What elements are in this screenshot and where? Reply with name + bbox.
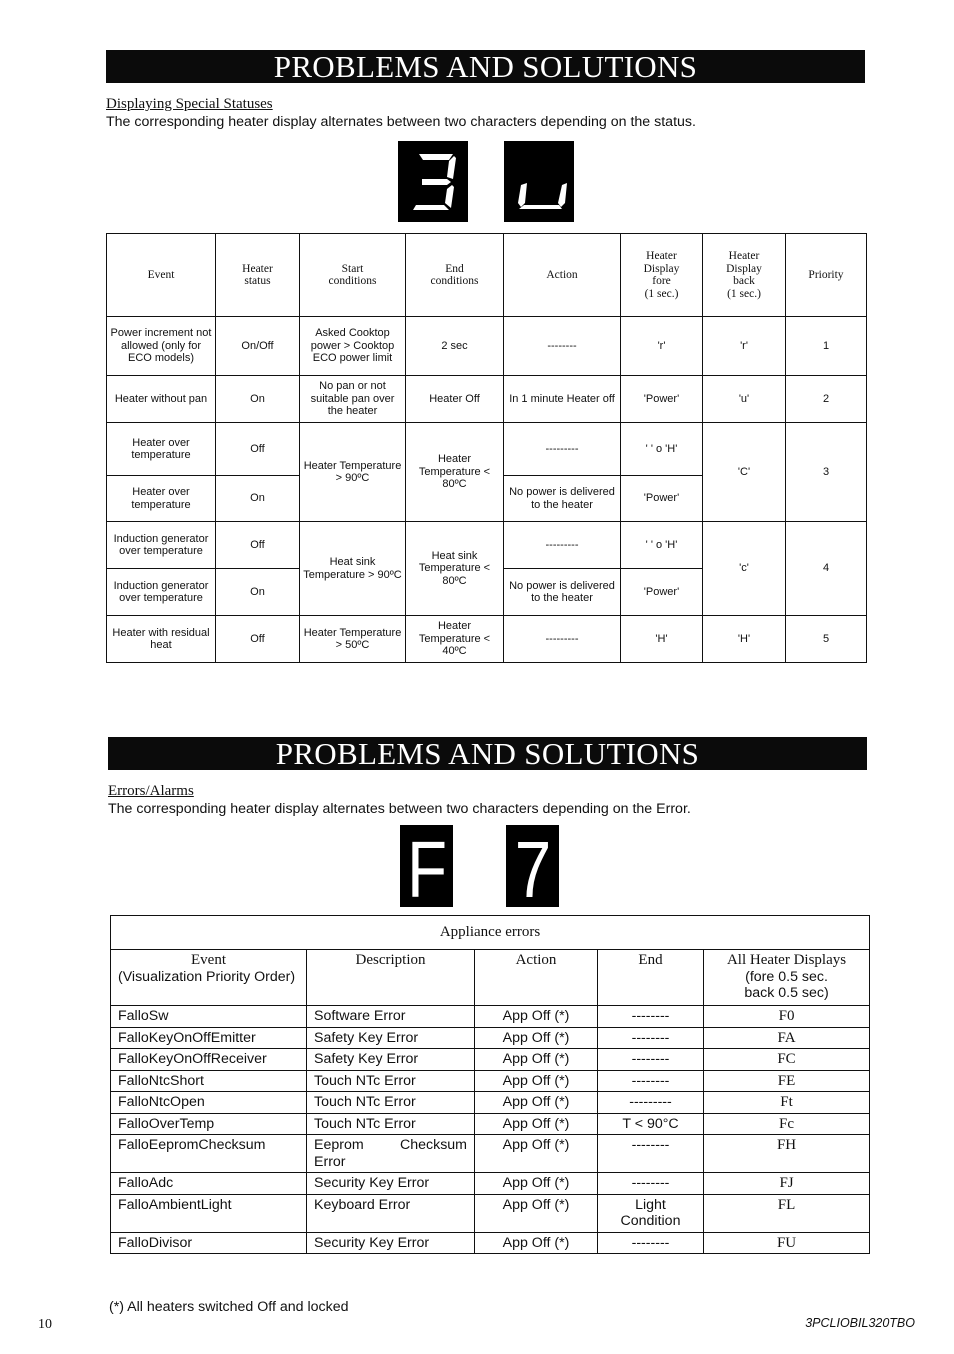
cell-end: -------- [598,1232,704,1254]
cell-action: App Off (*) [475,1113,598,1135]
cell-action: App Off (*) [475,1194,598,1232]
header-heater-status: Heater status [216,234,300,317]
cell-end: Heat sink Temperature < 80ºC [406,522,504,616]
cell-priority: 1 [786,317,867,376]
cell-code: Ft [704,1092,870,1114]
cell-action: App Off (*) [475,1092,598,1114]
cell-fore: ' ' o 'H' [621,423,703,476]
section1-intro: The corresponding heater display alternates between two characters depending on the status. [106,114,696,130]
cell-action: App Off (*) [475,1027,598,1049]
cell-end: Light Condition [598,1194,704,1232]
cell-fore: 'r' [621,317,703,376]
table-caption: Appliance errors [111,916,870,950]
cell-event: FalloAdc [111,1173,307,1195]
cell-event: Power increment not allowed (only for ECO models) [107,317,216,376]
table-row [111,1006,870,1028]
cell-fore: 'H' [621,616,703,663]
table-row [111,1092,870,1114]
header-end-conditions: End conditions [406,234,504,317]
cell-action: App Off (*) [475,1006,598,1028]
cell-fore: 'Power' [621,376,703,423]
section1-subtitle: Displaying Special Statuses [106,96,273,112]
cell-back: 'r' [703,317,786,376]
cell-status: On [216,569,300,616]
cell-code: FH [704,1135,870,1173]
error-display-char-1 [400,825,453,907]
cell-fore: 'Power' [621,476,703,522]
footnote: (*) All heaters switched Off and locked [109,1299,349,1315]
cell-end: T < 90°C [598,1113,704,1135]
error-char-1: F [406,825,448,907]
cell-priority: 3 [786,423,867,522]
cell-code: Fc [704,1113,870,1135]
cell-action: App Off (*) [475,1173,598,1195]
special-statuses-table [106,233,867,663]
section2-banner: PROBLEMS AND SOLUTIONS [108,737,867,770]
table-row [111,1113,870,1135]
table-row [111,1135,870,1173]
header-start-conditions: Start conditions [300,234,406,317]
cell-status: Off [216,522,300,569]
cell-action: App Off (*) [475,1135,598,1173]
table-row [111,1173,870,1195]
cell-status: On [216,476,300,522]
cell-action: -------- [504,317,621,376]
cell-end: -------- [598,1070,704,1092]
cell-event: Heater with residual heat [107,616,216,663]
section1-banner: PROBLEMS AND SOLUTIONS [106,50,865,83]
cell-end: --------- [598,1092,704,1114]
cell-end: -------- [598,1173,704,1195]
table-header-row [107,234,867,317]
cell-event: FalloKeyOnOffEmitter [111,1027,307,1049]
cell-description: Touch NTc Error [307,1092,475,1114]
cell-code: FU [704,1232,870,1254]
cell-action: No power is delivered to the heater [504,569,621,616]
table-row [107,616,867,663]
cell-event: Heater over temperature [107,423,216,476]
cell-action: No power is delivered to the heater [504,476,621,522]
cell-event: Heater over temperature [107,476,216,522]
cell-event: FalloNtcShort [111,1070,307,1092]
cell-fore: ' ' o 'H' [621,522,703,569]
cell-priority: 4 [786,522,867,616]
header-display-fore: Heater Display fore (1 sec.) [621,234,703,317]
cell-status: Off [216,616,300,663]
table-row [111,1232,870,1254]
appliance-errors-table [110,915,870,1254]
error-display-char-2 [506,825,559,907]
cell-event: FalloDivisor [111,1232,307,1254]
cell-action: --------- [504,616,621,663]
cell-end: -------- [598,1027,704,1049]
table-row [107,522,867,569]
cell-status: On/Off [216,317,300,376]
header-action: Action [475,950,598,1006]
seven-segment-display-3 [398,141,468,222]
cell-status: Off [216,423,300,476]
section2-subtitle: Errors/Alarms [108,783,194,799]
cell-action: In 1 minute Heater off [504,376,621,423]
cell-description: Software Error [307,1006,475,1028]
cell-code: F0 [704,1006,870,1028]
table-row [111,1027,870,1049]
cell-event: FalloSw [111,1006,307,1028]
header-event: Event [107,234,216,317]
cell-event: FalloAmbientLight [111,1194,307,1232]
cell-event: FalloOverTemp [111,1113,307,1135]
cell-priority: 2 [786,376,867,423]
document-code: 3PCLIOBIL320TBO [805,1316,915,1330]
cell-back: 'u' [703,376,786,423]
cell-end: -------- [598,1006,704,1028]
cell-start: Heater Temperature > 90ºC [300,423,406,522]
cell-code: FJ [704,1173,870,1195]
cell-action: App Off (*) [475,1232,598,1254]
header-action: Action [504,234,621,317]
cell-description: Safety Key Error [307,1049,475,1071]
page-number: 10 [38,1317,52,1332]
cell-code: FA [704,1027,870,1049]
cell-end: Heater Temperature < 40ºC [406,616,504,663]
table-row [107,317,867,376]
cell-event: Induction generator over temperature [107,522,216,569]
cell-description: Security Key Error [307,1232,475,1254]
cell-description: Touch NTc Error [307,1070,475,1092]
cell-back: 'H' [703,616,786,663]
cell-status: On [216,376,300,423]
table-row [107,423,867,476]
table-row [111,1194,870,1232]
cell-description: Safety Key Error [307,1027,475,1049]
cell-action: App Off (*) [475,1070,598,1092]
header-displays: All Heater Displays (fore 0.5 sec. back 0.5 sec) [704,950,870,1006]
cell-code: FC [704,1049,870,1071]
cell-code: FE [704,1070,870,1092]
cell-action: --------- [504,423,621,476]
cell-start: Heater Temperature > 50ºC [300,616,406,663]
cell-end: 2 sec [406,317,504,376]
cell-back: 'c' [703,522,786,616]
cell-event: FalloKeyOnOffReceiver [111,1049,307,1071]
cell-fore: 'Power' [621,569,703,616]
cell-start: Asked Cooktop power > Cooktop ECO power limit [300,317,406,376]
cell-start: Heat sink Temperature > 90ºC [300,522,406,616]
table-row [107,376,867,423]
section2-intro: The corresponding heater display alternates between two characters depending on the Error. [108,801,691,817]
cell-description: Eeprom Checksum Error [307,1135,475,1173]
table-row [111,1049,870,1071]
error-char-2: 7 [514,825,552,907]
cell-priority: 5 [786,616,867,663]
header-end: End [598,950,704,1006]
cell-end: -------- [598,1135,704,1173]
cell-description: Touch NTc Error [307,1113,475,1135]
cell-description: Security Key Error [307,1173,475,1195]
cell-action: --------- [504,522,621,569]
cell-end: Heater Temperature < 80ºC [406,423,504,522]
cell-action: App Off (*) [475,1049,598,1071]
header-event: Event (Visualization Priority Order) [111,950,307,1006]
cell-end: -------- [598,1049,704,1071]
table-row [111,1070,870,1092]
header-display-back: Heater Display back (1 sec.) [703,234,786,317]
cell-event: FalloNtcOpen [111,1092,307,1114]
header-description: Description [307,950,475,1006]
cell-end: Heater Off [406,376,504,423]
table-header-row [111,950,870,1006]
cell-event: FalloEepromChecksum [111,1135,307,1173]
seven-segment-display-u [504,141,574,222]
cell-code: FL [704,1194,870,1232]
cell-event: Induction generator over temperature [107,569,216,616]
header-priority: Priority [786,234,867,317]
cell-description: Keyboard Error [307,1194,475,1232]
cell-back: 'C' [703,423,786,522]
cell-start: No pan or not suitable pan over the heater [300,376,406,423]
cell-event: Heater without pan [107,376,216,423]
